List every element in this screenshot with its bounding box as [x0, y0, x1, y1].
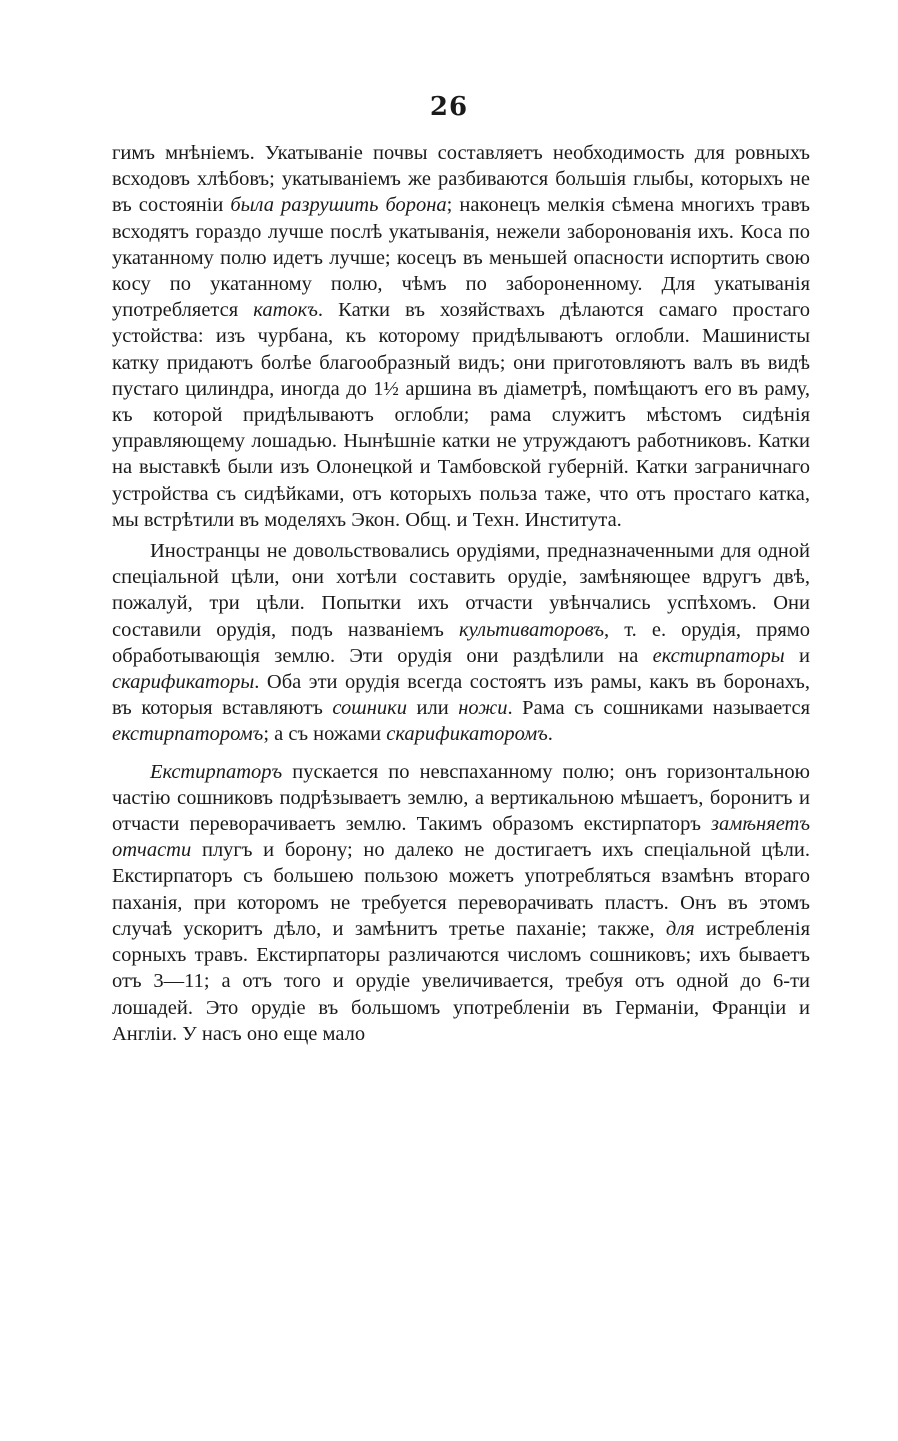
text-run: . Катки въ хозяйствахъ дѣлаются самаго простаго устойства: изъ чурбана, къ которому придѣлываютъ оглобли. Машинисты катку придаютъ болѣе благообразный видъ; они приготовляютъ валъ въ видѣ пустаго цилиндра, иногда до 1½ аршина въ діаметрѣ, помѣщаютъ его въ раму, къ которой придѣлываютъ оглобли; рама служитъ мѣстомъ сидѣнія управляющему лошадью. Нынѣшніе катки не утруждаютъ работниковъ. Катки на выставкѣ были изъ Олонецкой и Тамбовской губерній. Катки заграничнаго устройства съ сидѣйками, отъ которыхъ польза таже, что отъ простаго катка, мы встрѣтили въ моделяхъ Экон. Общ. и Техн. Института.	[112, 299, 810, 531]
text-run: ; наконецъ мелкія сѣмена многихъ травъ всходятъ гораздо лучше послѣ укатыванія, нежели заборонованія ихъ. Коса по укатанному полю идетъ лучше; косецъ въ меньшей опасности испортить свою косу по укатанному полю, чѣмъ по забороненному. Для укатыванія употребляется	[112, 194, 810, 322]
italic-term: была разрушить борона	[230, 194, 447, 217]
text-run: гимъ мнѣніемъ. Укатываніе почвы составляетъ необходимость для ровныхъ всходовъ хлѣбовъ; укатываніемъ же разбиваются большія глыбы, которыхъ не въ состояніи	[112, 142, 810, 217]
text-run: , т. е. орудія, прямо обработывающія землю. Эти орудія они раздѣлили на	[112, 618, 810, 667]
italic-term: сошники	[332, 697, 407, 720]
text-run: ; а съ ножами	[263, 723, 387, 746]
text-run: или	[406, 697, 459, 720]
italic-term: для	[665, 917, 695, 940]
italic-term: скарификаторы	[112, 671, 255, 694]
paragraph-2	[112, 538, 810, 748]
text-run: плугъ и борону; но далеко не достигаетъ ихъ спеціальной цѣли. Екстирпаторъ съ большею пользою можетъ употребляться взамѣнъ втораго паханія, при которомъ не требуется переворачивать пластъ. Онъ въ этомъ случаѣ ускоритъ дѣло, и замѣнитъ третье паханіе; также,	[112, 839, 810, 940]
text-run: . Оба эти орудія всегда состоятъ изъ рамы, какъ въ боронахъ, въ которыя вставляютъ	[112, 671, 810, 720]
italic-term: замѣняетъ отчасти	[112, 813, 810, 862]
italic-term: екстирпаторы	[652, 644, 785, 667]
italic-term: катокъ	[253, 299, 318, 322]
text-run: и	[784, 644, 810, 667]
text-run: Иностранцы не довольствовались орудіями, предназначенными для одной спеціальной цѣли, они хотѣли составить орудіе, замѣняющее вдругъ двѣ, пожалуй, три цѣли. Попытки ихъ отчасти увѣнчались успѣхомъ. Они составили орудія, подъ названіемъ	[112, 540, 810, 641]
italic-term: скарификаторомъ	[386, 723, 548, 746]
text-run: пускается по невспаханному полю; онъ горизонтальною частію сошниковъ подрѣзываетъ землю, а вертикальною мѣшаетъ, боронитъ и отчасти переворачиваетъ землю. Такимъ образомъ екстирпаторъ	[112, 760, 810, 836]
paragraph-1	[112, 140, 810, 533]
italic-term: Екстирпаторъ	[150, 760, 283, 783]
text-run: истребленія сорныхъ травъ. Екстирпаторы различаются числомъ сошниковъ; ихъ бываетъ отъ 3—11; а отъ того и орудіе увеличивается, требуя отъ одной до 6-ти лошадей. Это орудіе въ большомъ употребленіи въ Германіи, Франціи и Англіи. У насъ оно еще мало	[112, 917, 810, 1045]
italic-term: культиваторовъ	[459, 618, 605, 641]
body-text	[112, 140, 810, 1047]
paragraph-3	[112, 759, 810, 1047]
italic-term: ножи	[458, 697, 508, 720]
text-run: .	[547, 723, 553, 746]
text-run: . Рама съ сошниками называется	[507, 697, 811, 720]
page-number: 26	[429, 92, 469, 122]
italic-term: екстирпаторомъ	[112, 723, 264, 746]
